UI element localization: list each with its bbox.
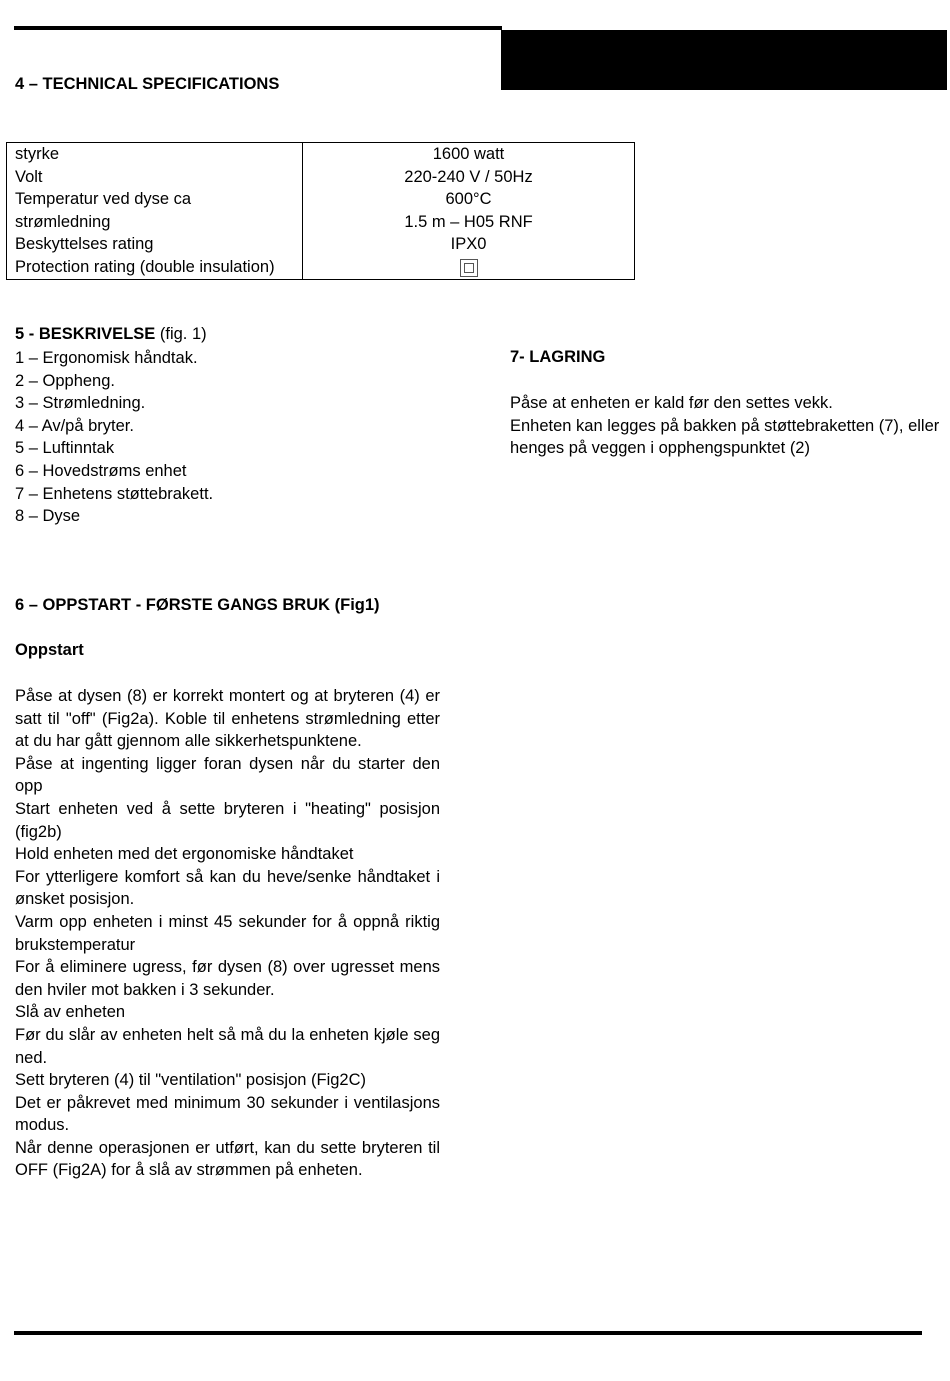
spec-label: Protection rating (double insulation) [7, 256, 303, 279]
list-item: 7 – Enhetens støttebrakett. [15, 484, 214, 503]
paragraph: Enheten kan legges på bakken på støttebraketten (7), eller henges på veggen i opphengspunktet (2) [510, 416, 940, 458]
list-item: 3 – Strømledning. [15, 394, 146, 413]
spec-value [303, 256, 635, 279]
spec-table [6, 142, 635, 280]
list-item: 5 – Luftinntak [15, 439, 115, 458]
spec-value: 600°C [445, 190, 492, 209]
paragraph: Start enheten ved å sette bryteren i "heating" posisjon (fig2b) [15, 799, 440, 841]
paragraph: Det er påkrevet med minimum 30 sekunder i ventilasjons modus. [15, 1093, 440, 1135]
paragraph: Når denne operasjonen er utført, kan du sette bryteren til OFF (Fig2A) for å slå av strømmen på enheten. [15, 1138, 440, 1180]
table-row [7, 233, 635, 256]
spec-label: Temperatur ved dyse ca [7, 188, 303, 211]
paragraph: Sett bryteren (4) til "ventilation" posisjon (Fig2C) [15, 1071, 367, 1090]
spec-value: 220-240 V / 50Hz [404, 167, 533, 186]
paragraph: Slå av enheten [15, 1003, 126, 1022]
table-row [7, 166, 635, 189]
spec-value: 1600 watt [432, 145, 505, 163]
spec-label: styrke [7, 143, 303, 166]
section7-heading: 7- LAGRING [510, 348, 606, 366]
list-item: 6 – Hovedstrøms enhet [15, 461, 187, 480]
section4-heading: 4 – TECHNICAL SPECIFICATIONS [15, 75, 280, 93]
section7-body [510, 392, 940, 460]
paragraph: Påse at dysen (8) er korrekt montert og at bryteren (4) er satt til "off" (Fig2a). Koble til enhetens strømledning etter at du har gått gjennom alle sikkerhetspunktene. [15, 687, 440, 751]
spec-value: 1.5 m – H05 RNF [404, 212, 533, 231]
header-black-block [501, 30, 947, 90]
top-rule [14, 26, 502, 30]
section5-heading [15, 325, 207, 344]
spec-value: IPX0 [450, 235, 487, 254]
paragraph: Før du slår av enheten helt så må du la enheten kjøle seg ned. [15, 1025, 440, 1067]
list-item: 4 – Av/på bryter. [15, 416, 134, 435]
list-item: 2 – Oppheng. [15, 371, 115, 390]
section5-heading-bold: 5 - BESKRIVELSE [15, 325, 156, 343]
table-row [7, 256, 635, 279]
section5-heading-fig: (fig. 1) [155, 325, 207, 343]
spec-label: Beskyttelses rating [7, 233, 303, 256]
list-item: 8 – Dyse [15, 507, 81, 526]
paragraph: Påse at enheten er kald før den settes vekk. [510, 394, 833, 412]
double-insulation-icon [460, 259, 478, 277]
paragraph: Varm opp enheten i minst 45 sekunder for å oppnå riktig brukstemperatur [15, 912, 440, 954]
paragraph: For ytterligere komfort så kan du heve/senke håndtaket i ønsket posisjon. [15, 867, 440, 909]
table-row [7, 188, 635, 211]
table-row [7, 211, 635, 234]
paragraph: For å eliminere ugress, før dysen (8) over ugresset mens den hviler mot bakken i 3 sekunder. [15, 958, 440, 999]
section6-subheading: Oppstart [15, 641, 84, 659]
list-item: 1 – Ergonomisk håndtak. [15, 349, 198, 367]
description-list [15, 347, 213, 528]
paragraph: Påse at ingenting ligger foran dysen når du starter den opp [15, 754, 440, 796]
section6-body [15, 685, 440, 1182]
bottom-rule [14, 1331, 922, 1335]
paragraph: Hold enheten med det ergonomiske håndtaket [15, 845, 354, 864]
section6-heading: 6 – OPPSTART - FØRSTE GANGS BRUK (Fig1) [15, 596, 380, 614]
spec-label: strømledning [7, 211, 303, 234]
spec-label: Volt [7, 166, 303, 189]
table-row [7, 143, 635, 166]
